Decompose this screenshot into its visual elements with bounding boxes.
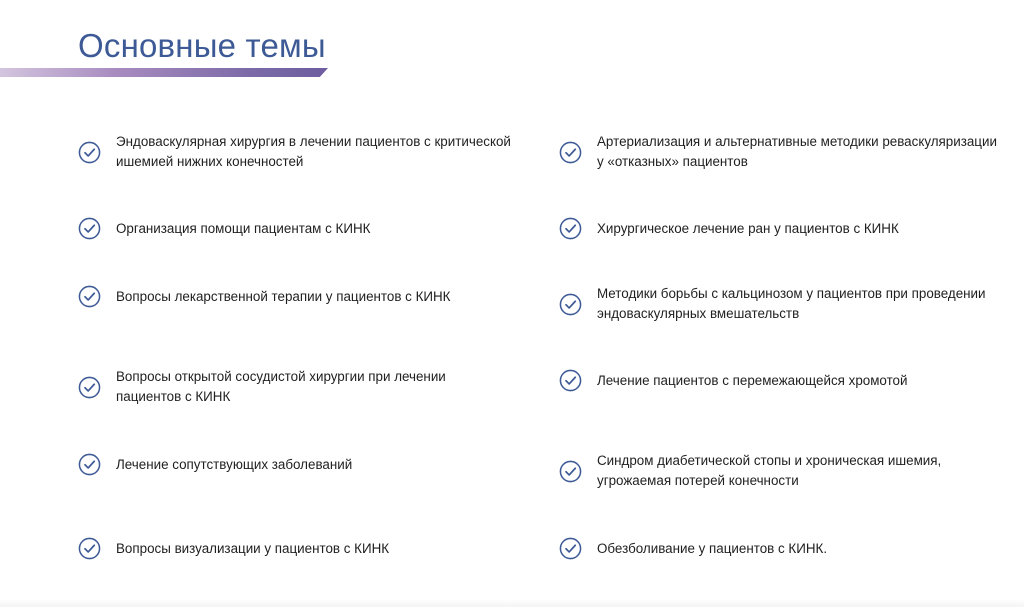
check-circle-icon: [78, 285, 101, 308]
check-circle-icon: [78, 141, 101, 164]
topic-text: Лечение пациентов с перемежающейся хромотой: [597, 372, 908, 388]
topic-text: Организация помощи пациентам с КИНК: [116, 220, 371, 236]
check-circle-icon: [559, 369, 582, 392]
check-circle-icon: [78, 217, 101, 240]
section-title: Основные темы: [78, 27, 326, 64]
topic-item-left-1: [78, 132, 511, 172]
topic-text: Эндоваскулярная хирургия в лечении пациентов с критической ишемией нижних конечностей: [116, 134, 511, 169]
topic-item-left-5: [78, 453, 352, 476]
topic-item-left-4: [78, 367, 446, 407]
check-circle-icon: [559, 460, 582, 483]
bottom-edge-shadow: [0, 599, 1024, 607]
topic-text: Вопросы лекарственной терапии у пациентов с КИНК: [116, 288, 451, 304]
topic-text: Вопросы открытой сосудистой хирургии при лечении пациентов с КИНК: [116, 369, 446, 404]
check-circle-icon: [559, 537, 582, 560]
topic-text: Хирургическое лечение ран у пациентов с КИНК: [597, 220, 899, 236]
check-circle-icon: [78, 376, 101, 399]
topic-text: Синдром диабетической стопы и хроническая ишемия, угрожаемая потерей конечности: [597, 453, 942, 488]
topic-item-left-3: [78, 285, 451, 308]
title-underline-bar: [0, 68, 328, 77]
topic-text: Лечение сопутствующих заболеваний: [116, 456, 353, 472]
check-circle-icon: [78, 453, 101, 476]
topic-text: Обезболивание у пациентов с КИНК.: [597, 540, 828, 556]
topic-item-right-6: [559, 537, 827, 560]
topic-item-left-2: [78, 217, 370, 240]
topic-item-right-2: [559, 217, 899, 240]
check-circle-icon: [559, 217, 582, 240]
topic-item-right-5: [559, 451, 941, 491]
topic-item-left-6: [78, 537, 389, 560]
topic-text: Вопросы визуализации у пациентов с КИНК: [116, 540, 390, 556]
topic-text: Методики борьбы с кальцинозом у пациентов при проведении эндоваскулярных вмешательств: [597, 286, 986, 321]
topic-item-right-1: [559, 132, 997, 172]
topic-text: Артериализация и альтернативные методики реваскуляризации у «отказных» пациентов: [597, 134, 997, 169]
check-circle-icon: [78, 537, 101, 560]
topic-item-right-4: [559, 369, 908, 392]
check-circle-icon: [559, 141, 582, 164]
topic-item-right-3: [559, 284, 986, 324]
check-circle-icon: [559, 293, 582, 316]
